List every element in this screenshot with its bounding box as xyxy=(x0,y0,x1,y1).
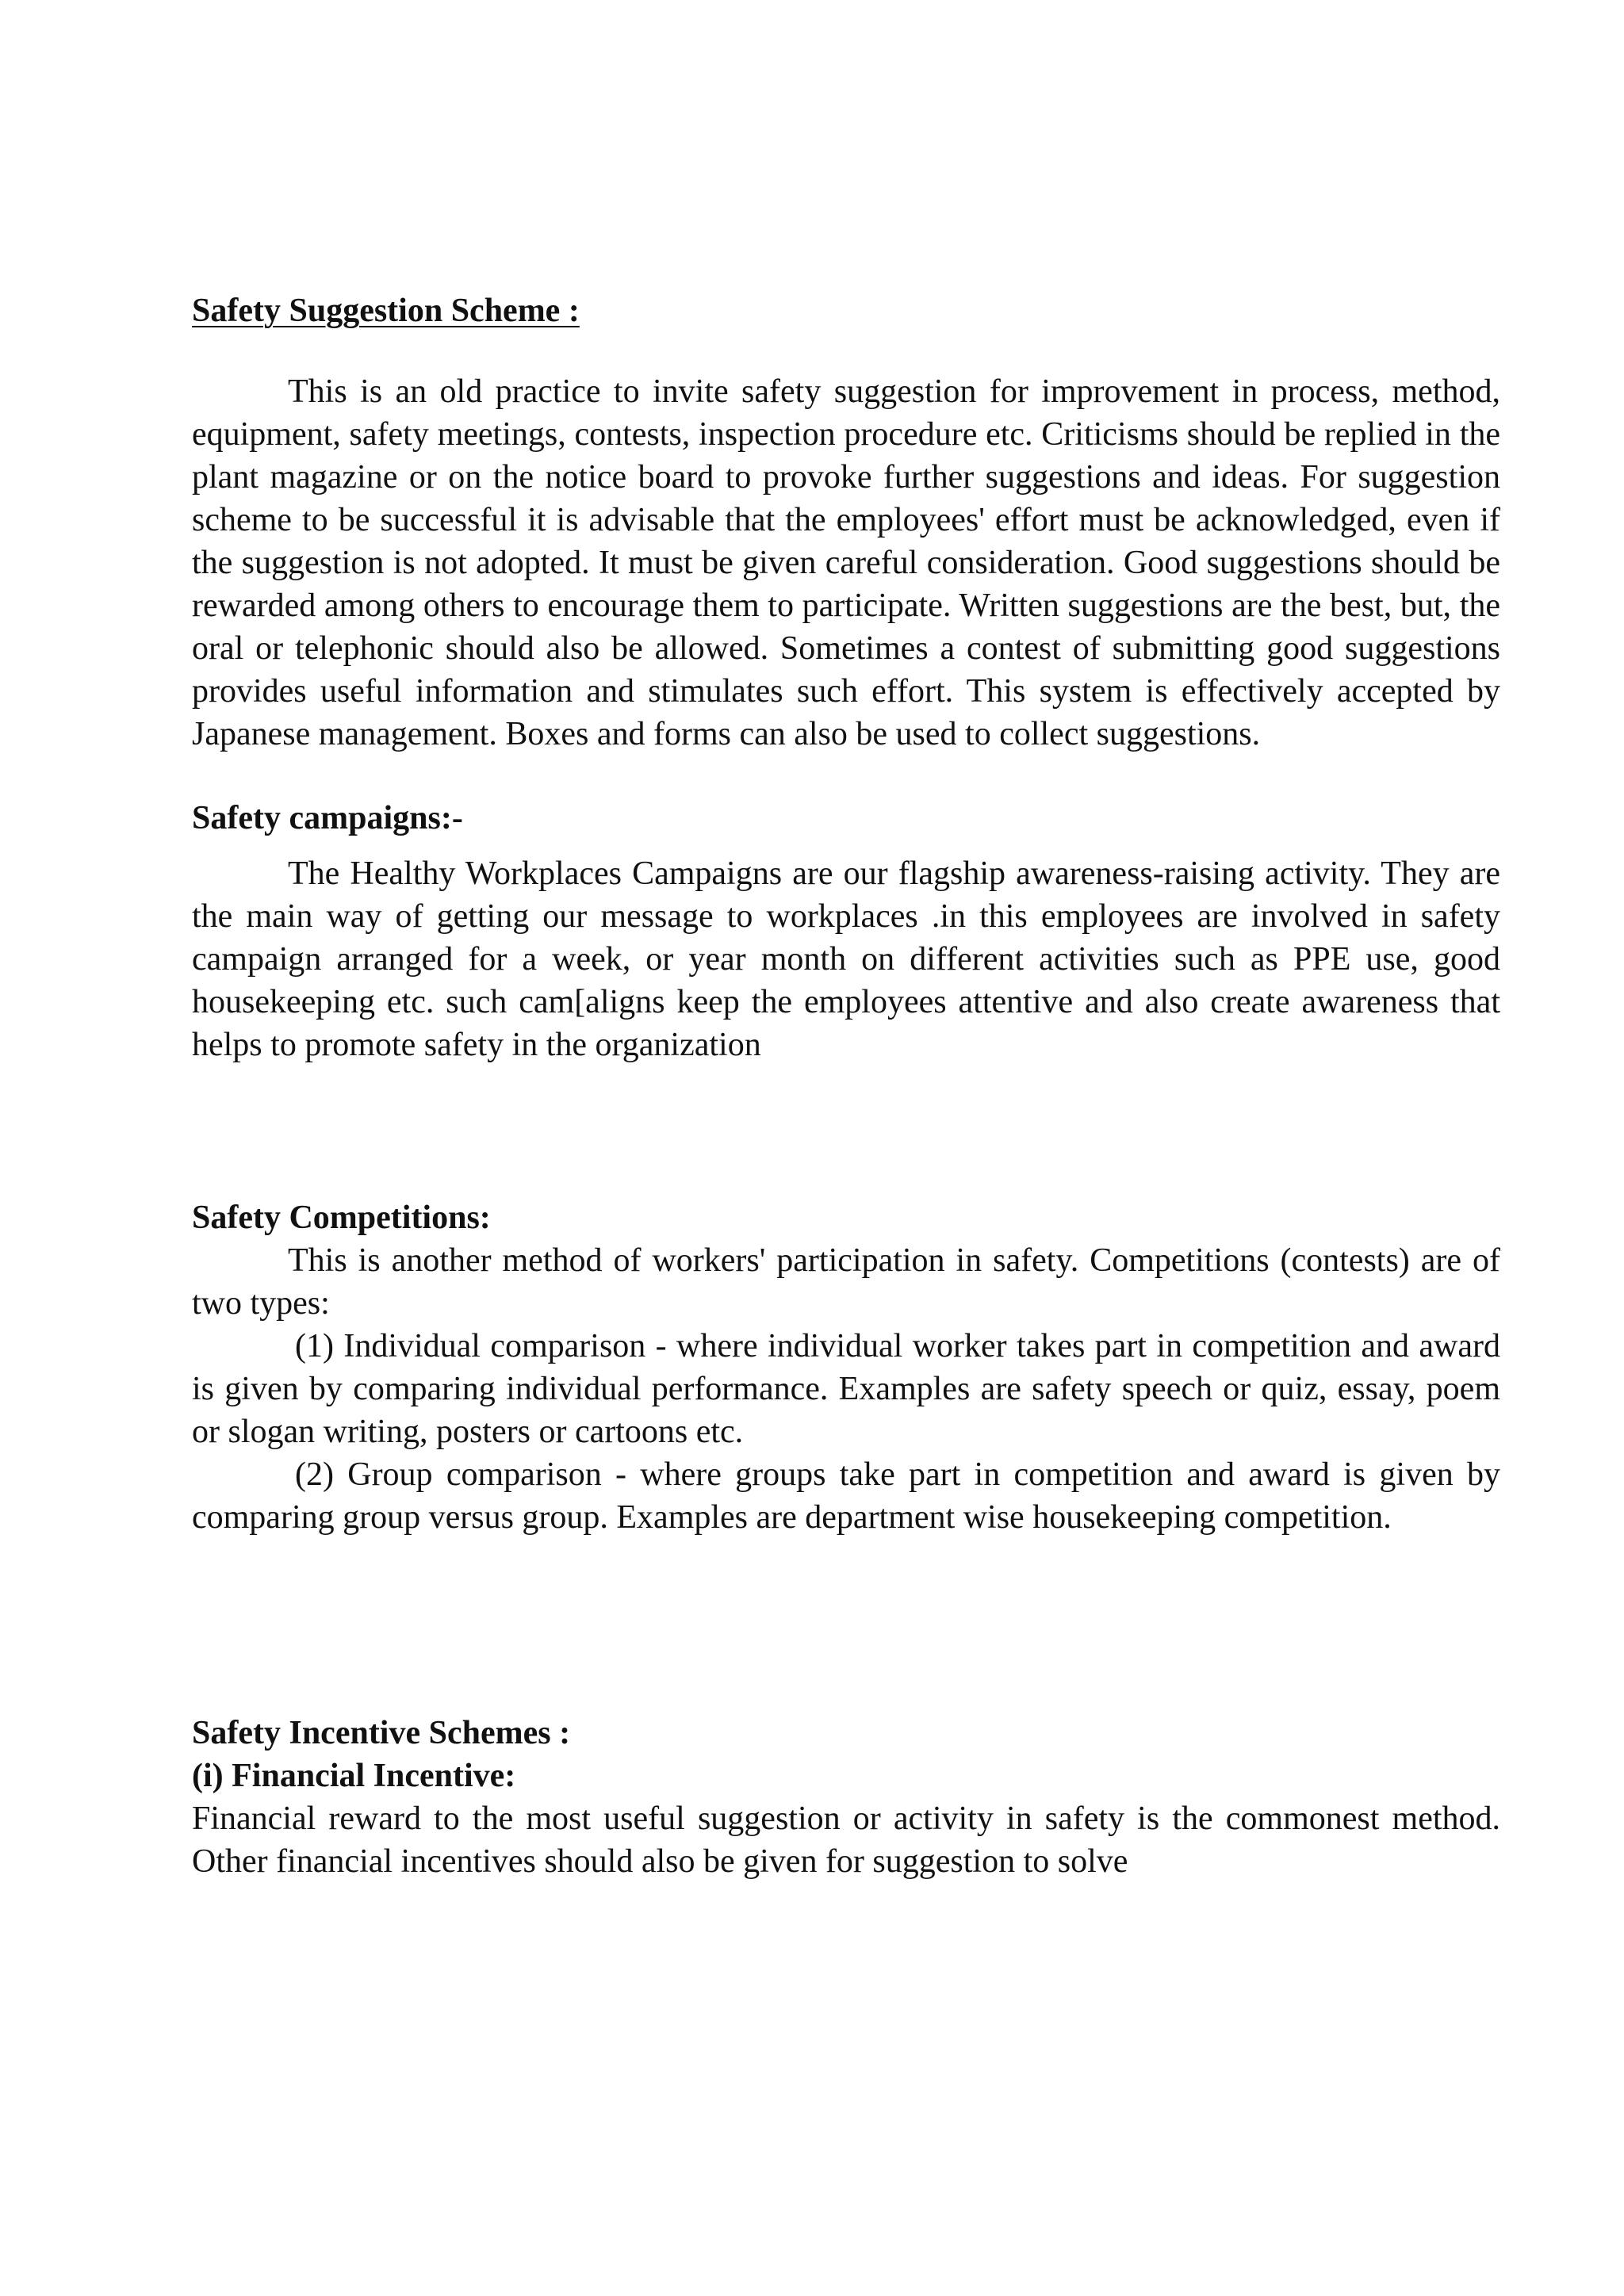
subsection-title-financial-incentive: (i) Financial Incentive: xyxy=(192,1758,516,1794)
paragraph-safety-campaigns: The Healthy Workplaces Campaigns are our flagship awareness-raising activity. They are the main way of getting our message to workplaces .in this employees are involved in safety campaign arranged for a week, or year month on different activities such as PPE use, good housekeeping etc. such cam[aligns keep the employees attentive and also create awareness that helps to promote safety in the organization xyxy=(192,855,1500,1063)
list-item-individual-comparison: (1) Individual comparison - where individual worker takes part in competition and award is given by comparing individual performance. Examples are safety speech or quiz, essay, poem or slogan writing, posters or cartoons etc. xyxy=(192,1328,1500,1450)
list-item-group-comparison: (2) Group comparison - where groups take part in competition and award is given by comparing group versus group. Examples are department wise housekeeping competition. xyxy=(192,1456,1500,1536)
paragraph-suggestion-scheme: This is an old practice to invite safety suggestion for improvement in process, method, equipment, safety meetings, contests, inspection procedure etc. Criticisms should be replied in the plant magazine or on the notice board to provoke further suggestions and ideas. For suggestion scheme to be successful it is advisable that the employees' effort must be acknowledged, even if the suggestion is not adopted. It must be given careful consideration. Good suggestions should be rewarded among others to encourage them to participate. Written suggestions are the best, but, the oral or telephonic should also be allowed. Sometimes a contest of submitting good suggestions provides useful information and stimulates such effort. This system is effectively accepted by Japanese management. Boxes and forms can also be used to collect suggestions. xyxy=(192,373,1500,752)
paragraph-financial-incentive: Financial reward to the most useful suggestion or activity in safety is the commonest method. Other financial incentives should also be given for suggestion to solve xyxy=(192,1800,1500,1880)
section-title-incentive-schemes: Safety Incentive Schemes : xyxy=(192,1715,571,1751)
page-content xyxy=(192,289,1500,1883)
section-title-suggestion-scheme: Safety Suggestion Scheme : xyxy=(192,293,580,329)
paragraph-competitions-intro: This is another method of workers' participation in safety. Competitions (contests) are of two types: xyxy=(192,1242,1500,1322)
section-title-safety-competitions: Safety Competitions: xyxy=(192,1200,491,1236)
section-title-safety-campaigns: Safety campaigns:- xyxy=(192,800,463,836)
